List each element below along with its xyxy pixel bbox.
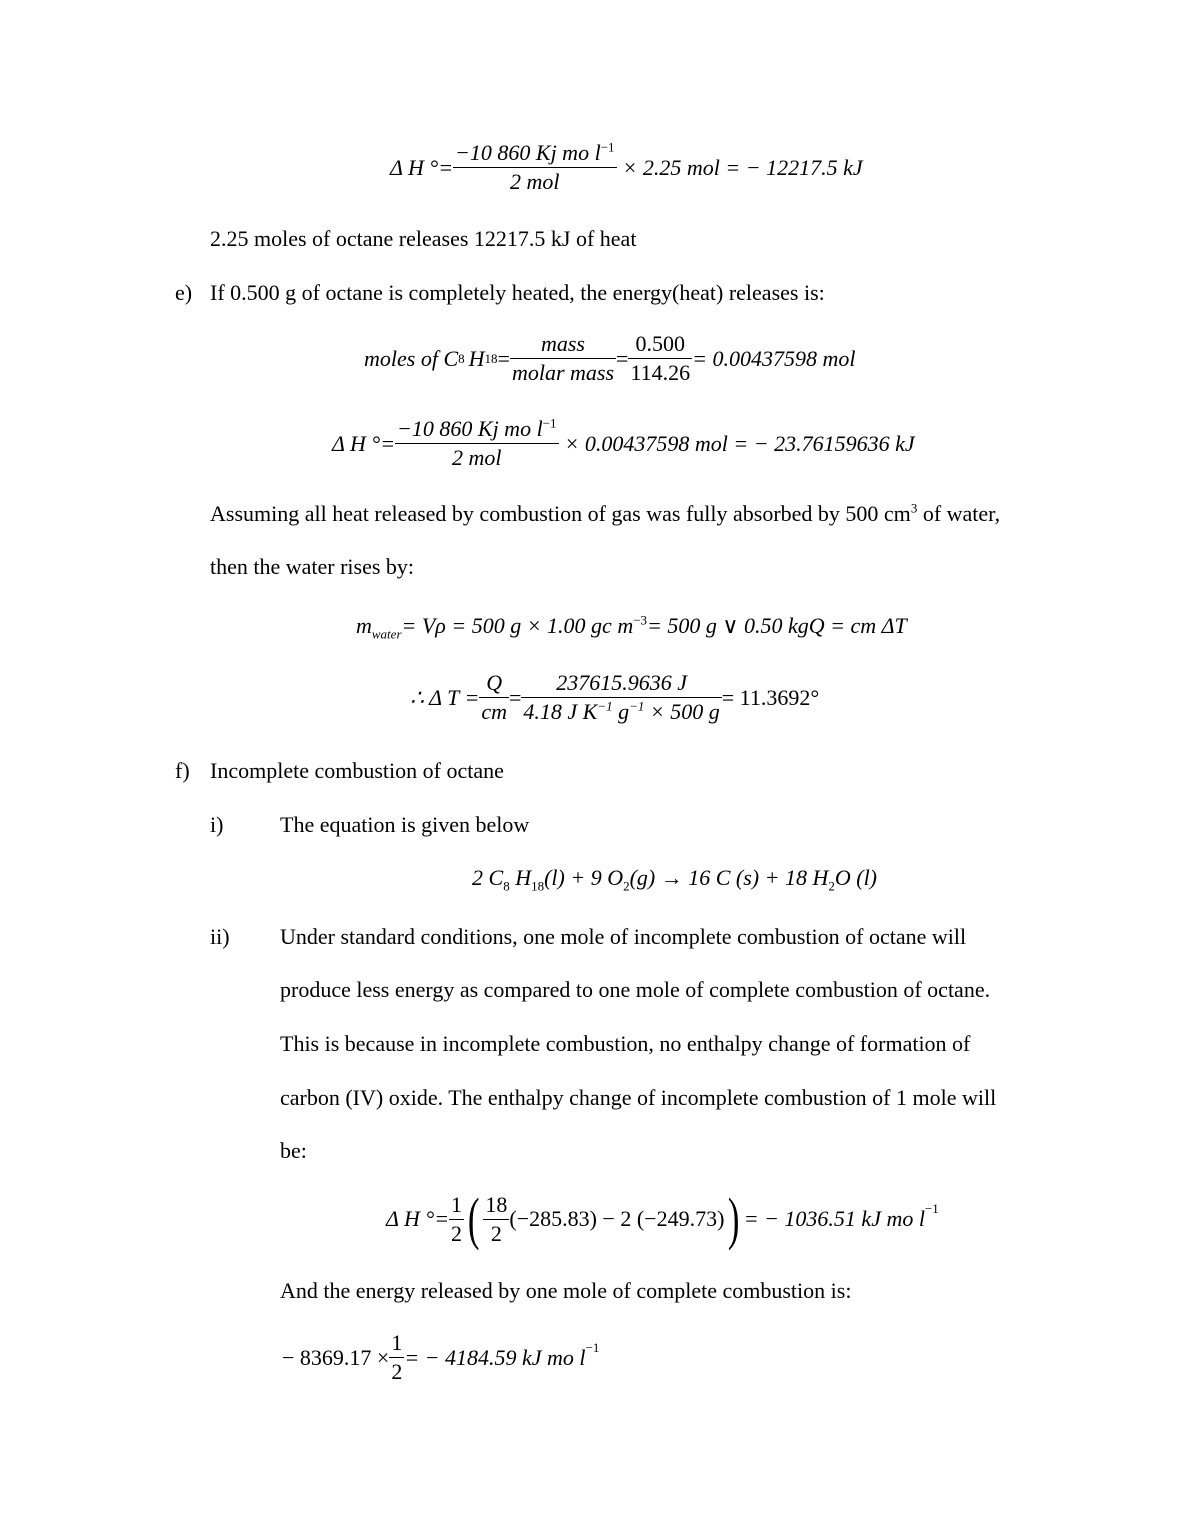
item-ii-label: ii)	[210, 924, 230, 949]
equation-moles-octane: moles of C 8 H 18 = $\frac{\text{mass}}{\text{molar mass}}$ = $\frac{0.500}{114.26}$ = 0.00437598 mol	[364, 331, 856, 385]
item-e-label: e)	[175, 280, 193, 305]
complete-combustion-line: And the energy released by one mole of complete combustion is:	[280, 1278, 852, 1303]
eq8-fraction-half: $\frac{1}{2}$	[391, 1330, 403, 1384]
item-ii-line-4: carbon (IV) oxide. The enthalpy change of incomplete combustion of 1 mole will	[280, 1085, 997, 1110]
equation-incomplete-combustion: 2 $C_8$ $H_{18}(l) + 9$ $O_2(g) \to 16$ C (s) + 18 $H_2O$ (l)	[472, 865, 878, 894]
eq1-fraction: $\frac{-10 860 Kj mo l^{-1}}{\text{2 mol}}$	[455, 139, 615, 194]
item-ii-line-3: This is because in incomplete combustion, no enthalpy change of formation of	[280, 1031, 971, 1056]
eq5-fraction-q-cm: $\frac{Q}{cm}$	[481, 670, 507, 724]
eq2-fraction-mass: $\frac{\text{mass}}{\text{molar mass}}$	[511, 331, 615, 385]
eq7-right-paren: )	[728, 1186, 740, 1251]
assume-line-1: Assuming all heat released by combustion of gas was fully absorbed by 500 $cm^3$ of water,	[210, 500, 1001, 526]
item-ii-line-5: be:	[280, 1138, 307, 1163]
equation-enthalpy-225mol	[390, 139, 863, 194]
item-i-text: The equation is given below	[280, 812, 530, 837]
equation-delta-t: ∴ Δ T = $\frac{Q}{cm}$ = $\frac{237615.9636 J}{4.18 J K^{-1} g^{-1} \times 500 g}$ = 11.3692°	[410, 670, 820, 724]
item-f-label: f)	[175, 758, 190, 783]
eq3-fraction: $\frac{-10 860 Kj mo l^{-1}}{\text{2 mol}}$	[397, 415, 557, 470]
equation-complete-half: − 8369.17 × $\frac{1}{2}$ = − 4184.59 kJ mo l $^{-1}$	[282, 1330, 600, 1384]
eq1-rhs: × 2.25 mol = − 12217.5 kJ	[622, 154, 863, 180]
item-i-label: i)	[210, 812, 224, 837]
item-ii-line-2: produce less energy as compared to one mole of complete combustion of octane.	[280, 977, 991, 1002]
item-e-text: If 0.500 g of octane is completely heated, the energy(heat) releases is:	[210, 280, 825, 305]
assume-line-2: then the water rises by:	[210, 554, 415, 579]
eq7-fraction-half: $\frac{1}{2}$	[451, 1191, 463, 1246]
eq1-lhs: Δ H °=	[390, 154, 454, 180]
equation-mass-water: $m_{water}= V\rho = 500$ g × 1.00 gc $m^{-3}= 500$ g ∨ 0.50 kgQ = cm ΔT	[356, 612, 907, 642]
item-ii-line-1: Under standard conditions, one mole of incomplete combustion of octane will	[280, 924, 967, 949]
eq5-fraction-values: $\frac{237615.9636 J}{4.18 J K^{-1} g^{-1} \times 500 g}$	[523, 670, 720, 724]
line-225-moles: 2.25 moles of octane releases 12217.5 kJ of heat	[210, 226, 637, 251]
item-f-text: Incomplete combustion of octane	[210, 758, 504, 783]
equation-incomplete-enthalpy: Δ H °= $\frac{1}{2}$ ( $\frac{18}{2}$ (−285.83) − 2 (−249.73) ) = − 1036.51 kJ mo l $^{-1}$	[386, 1186, 939, 1251]
eq7-fraction-18-2: $\frac{18}{2}$	[485, 1191, 508, 1246]
eq2-fraction-values: $\frac{0.500}{114.26}$	[630, 331, 691, 385]
eq7-left-paren: (	[467, 1186, 480, 1251]
equation-enthalpy-0500g: Δ H °= $\frac{-10 860 Kj mo l^{-1}}{\text{2 mol}}$ × 0.00437598 mol = − 23.76159636 kJ	[332, 415, 915, 470]
